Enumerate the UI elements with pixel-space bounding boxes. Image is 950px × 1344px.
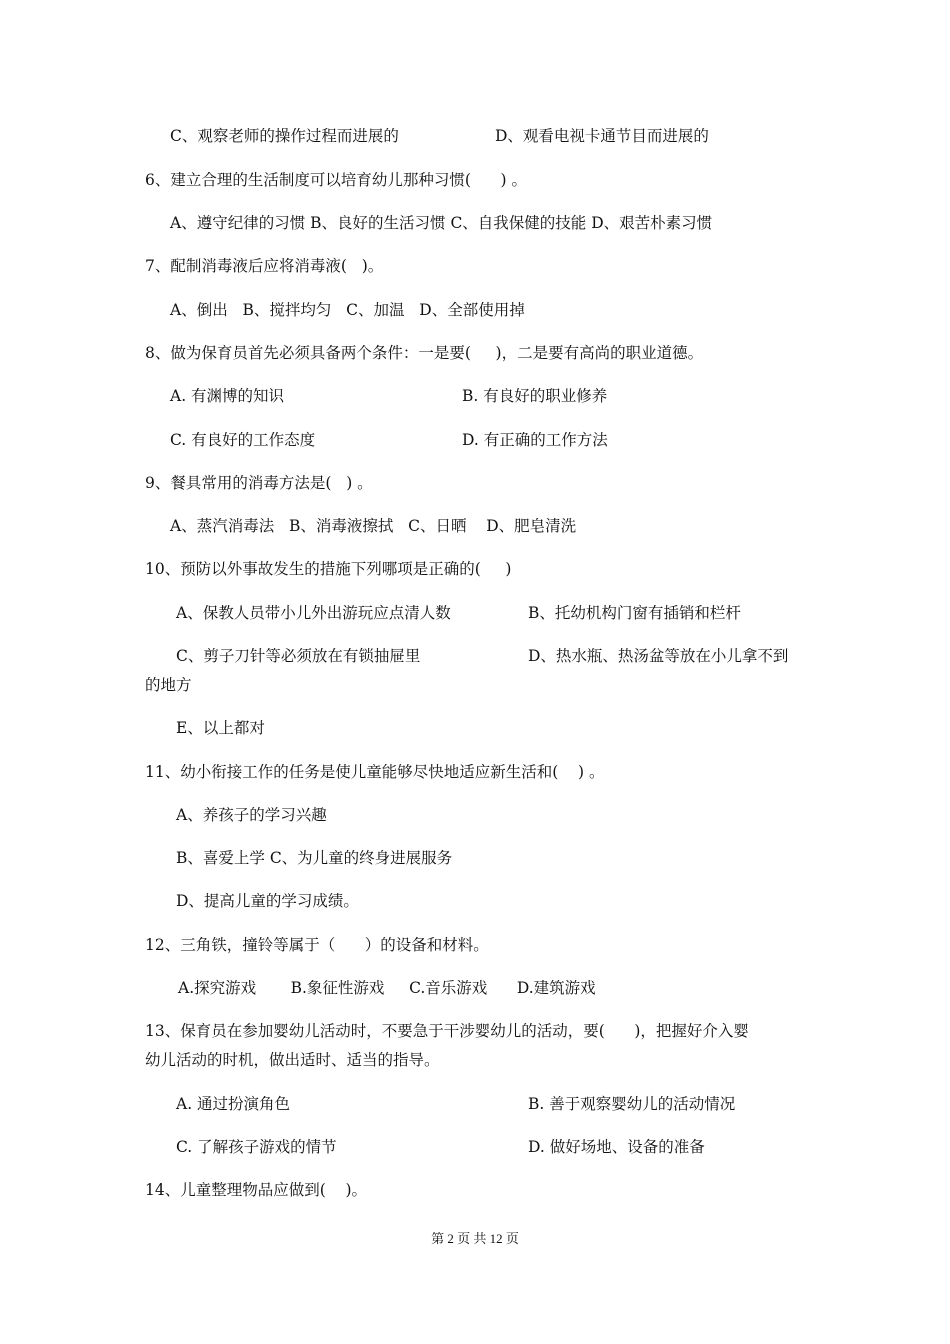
q10-option-d: D、热水瓶、热汤盆等放在小儿拿不到 — [528, 647, 789, 665]
q8-stem: 8、做为保育员首先必须具备两个条件：一是要( )，二是要有高尚的职业道德。 — [145, 344, 704, 362]
q12-options: A.探究游戏 B.象征性游戏 C.音乐游戏 D.建筑游戏 — [178, 979, 596, 997]
q9-stem: 9、餐具常用的消毒方法是( ) 。 — [145, 474, 373, 492]
q13-option-c: C. 了解孩子游戏的情节 — [176, 1138, 337, 1156]
q13-stem-line1: 13、保育员在参加婴幼儿活动时，不要急于干涉婴幼儿的活动，要( )，把握好介入婴 — [145, 1022, 749, 1040]
q10-option-a: A、保教人员带小儿外出游玩应点清人数 — [176, 604, 451, 622]
q11-option-bc: B、喜爱上学 C、为儿童的终身进展服务 — [176, 849, 453, 867]
q10-option-e: E、以上都对 — [176, 719, 265, 737]
q10-option-d-continued: 的地方 — [145, 676, 192, 694]
q13-option-b: B. 善于观察婴幼儿的活动情况 — [528, 1095, 736, 1113]
q9-options: A、蒸汽消毒法 B、消毒液擦拭 C、日晒 D、肥皂清洗 — [170, 517, 577, 535]
q8-option-c: C. 有良好的工作态度 — [170, 431, 316, 449]
q11-option-a: A、养孩子的学习兴趣 — [176, 806, 327, 824]
page-footer: 第 2 页 共 12 页 — [431, 1231, 519, 1246]
q13-option-d: D. 做好场地、设备的准备 — [528, 1138, 705, 1156]
q10-stem: 10、预防以外事故发生的措施下列哪项是正确的( ) — [145, 560, 512, 578]
q13-option-a: A. 通过扮演角色 — [176, 1095, 291, 1113]
q8-option-b: B. 有良好的职业修养 — [462, 387, 608, 405]
q10-option-c: C、剪子刀针等必须放在有锁抽屉里 — [176, 647, 421, 665]
q12-stem: 12、三角铁，撞铃等属于（ ）的设备和材料。 — [145, 936, 489, 954]
q6-stem: 6、建立合理的生活制度可以培育幼儿那种习惯( ) 。 — [145, 171, 527, 189]
q7-stem: 7、配制消毒液后应将消毒液( )。 — [145, 257, 384, 275]
q14-stem: 14、儿童整理物品应做到( )。 — [145, 1181, 368, 1199]
q5-option-d: D、观看电视卡通节目而进展的 — [495, 127, 709, 145]
q11-option-d: D、提高儿童的学习成绩。 — [176, 892, 359, 910]
q10-option-b: B、托幼机构门窗有插销和栏杆 — [528, 604, 741, 622]
q13-stem-line2: 幼儿活动的时机，做出适时、适当的指导。 — [145, 1051, 440, 1069]
q11-stem: 11、幼小衔接工作的任务是使儿童能够尽快地适应新生活和( ) 。 — [145, 763, 605, 781]
q6-options: A、遵守纪律的习惯 B、良好的生活习惯 C、自我保健的技能 D、艰苦朴素习惯 — [170, 214, 713, 232]
q8-option-a: A. 有渊博的知识 — [170, 387, 285, 405]
q5-option-c: C、观察老师的操作过程而进展的 — [170, 127, 399, 145]
q8-option-d: D. 有正确的工作方法 — [462, 431, 608, 449]
q7-options: A、倒出 B、搅拌均匀 C、加温 D、全部使用掉 — [170, 301, 525, 319]
